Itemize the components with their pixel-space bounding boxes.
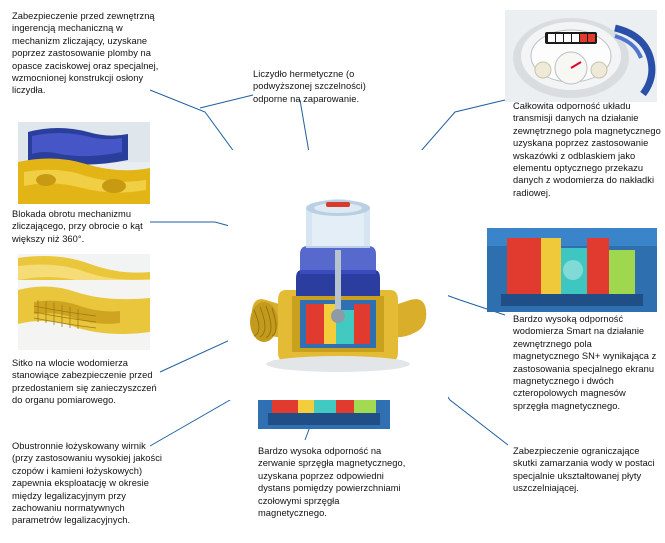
callout-hermetic-register: Liczydło hermetyczne (o podwyższonej szczelności) odporne na zaparowanie. (253, 69, 366, 104)
thumb-magnetic-screen (487, 228, 657, 312)
callout-inlet-strainer: Sitko na wlocie wodomierza stanowiące zabezpieczenie przed przedostaniem się zanieczyszczeń do organu pomiarowego. (12, 358, 157, 406)
thumb-strainer (18, 280, 150, 350)
callout-rotation-block: Blokada obrotu mechanizmu zliczającego, przy obrocie o kąt większy niż 360°. (12, 209, 143, 244)
thumb-register (505, 10, 657, 102)
thumb-main (228, 150, 448, 400)
callout-magnetic-immunity-sn: Bardzo wysoką odporność wodomierza Smart na działanie zewnętrznego pola magnetycznego SN+ wynikająca z zastosowania specjalnego ekranu magnetycznego i dwóch czteropolowych magnesów sprzęgła magnetycznego. (513, 314, 657, 411)
callout-freeze-protection: Zabezpieczenie ograniczające skutki zamarzania wody w postaci specjalnie ukształtowanej płyty uszczelniającej. (513, 446, 655, 494)
thumb-tamper (18, 122, 150, 204)
callout-tamper-protection: Zabezpieczenie przed zewnętrzną ingerencją mechaniczną w mechanizm zliczający, uzyskane poprzez zastosowanie plomby na opasce zaciskowej oraz specjalnej, wzmocnionej konstrukcji osłony liczydła. (12, 11, 159, 96)
callout-coupling-resistance: Bardzo wysoka odporność na zerwanie sprzęgła magnetycznego, uzyskana poprzez odpowiedni dystans pomiędzy powierzchniami czołowymi sprzęgła magnetycznego. (258, 446, 406, 519)
callout-magnetic-immunity-transmission: Całkowita odporność układu transmisji danych na działanie zewnętrznego pola magnetycznego uzyskana poprzez zastosowanie wskazówki z odblaskiem jako elementu optycznego przekazu danych z wodomierza do nakładki radiowej. (513, 101, 661, 198)
callout-bearing-rotor: Obustronnie łożyskowany wirnik (przy zastosowaniu wysokiej jakości czopów i kamieni łożyskowych) zapewnia eksploatację w okresie między legalizacyjnym przy zachowaniu normatywnych parametrów legalizacyjnych. (12, 441, 163, 526)
